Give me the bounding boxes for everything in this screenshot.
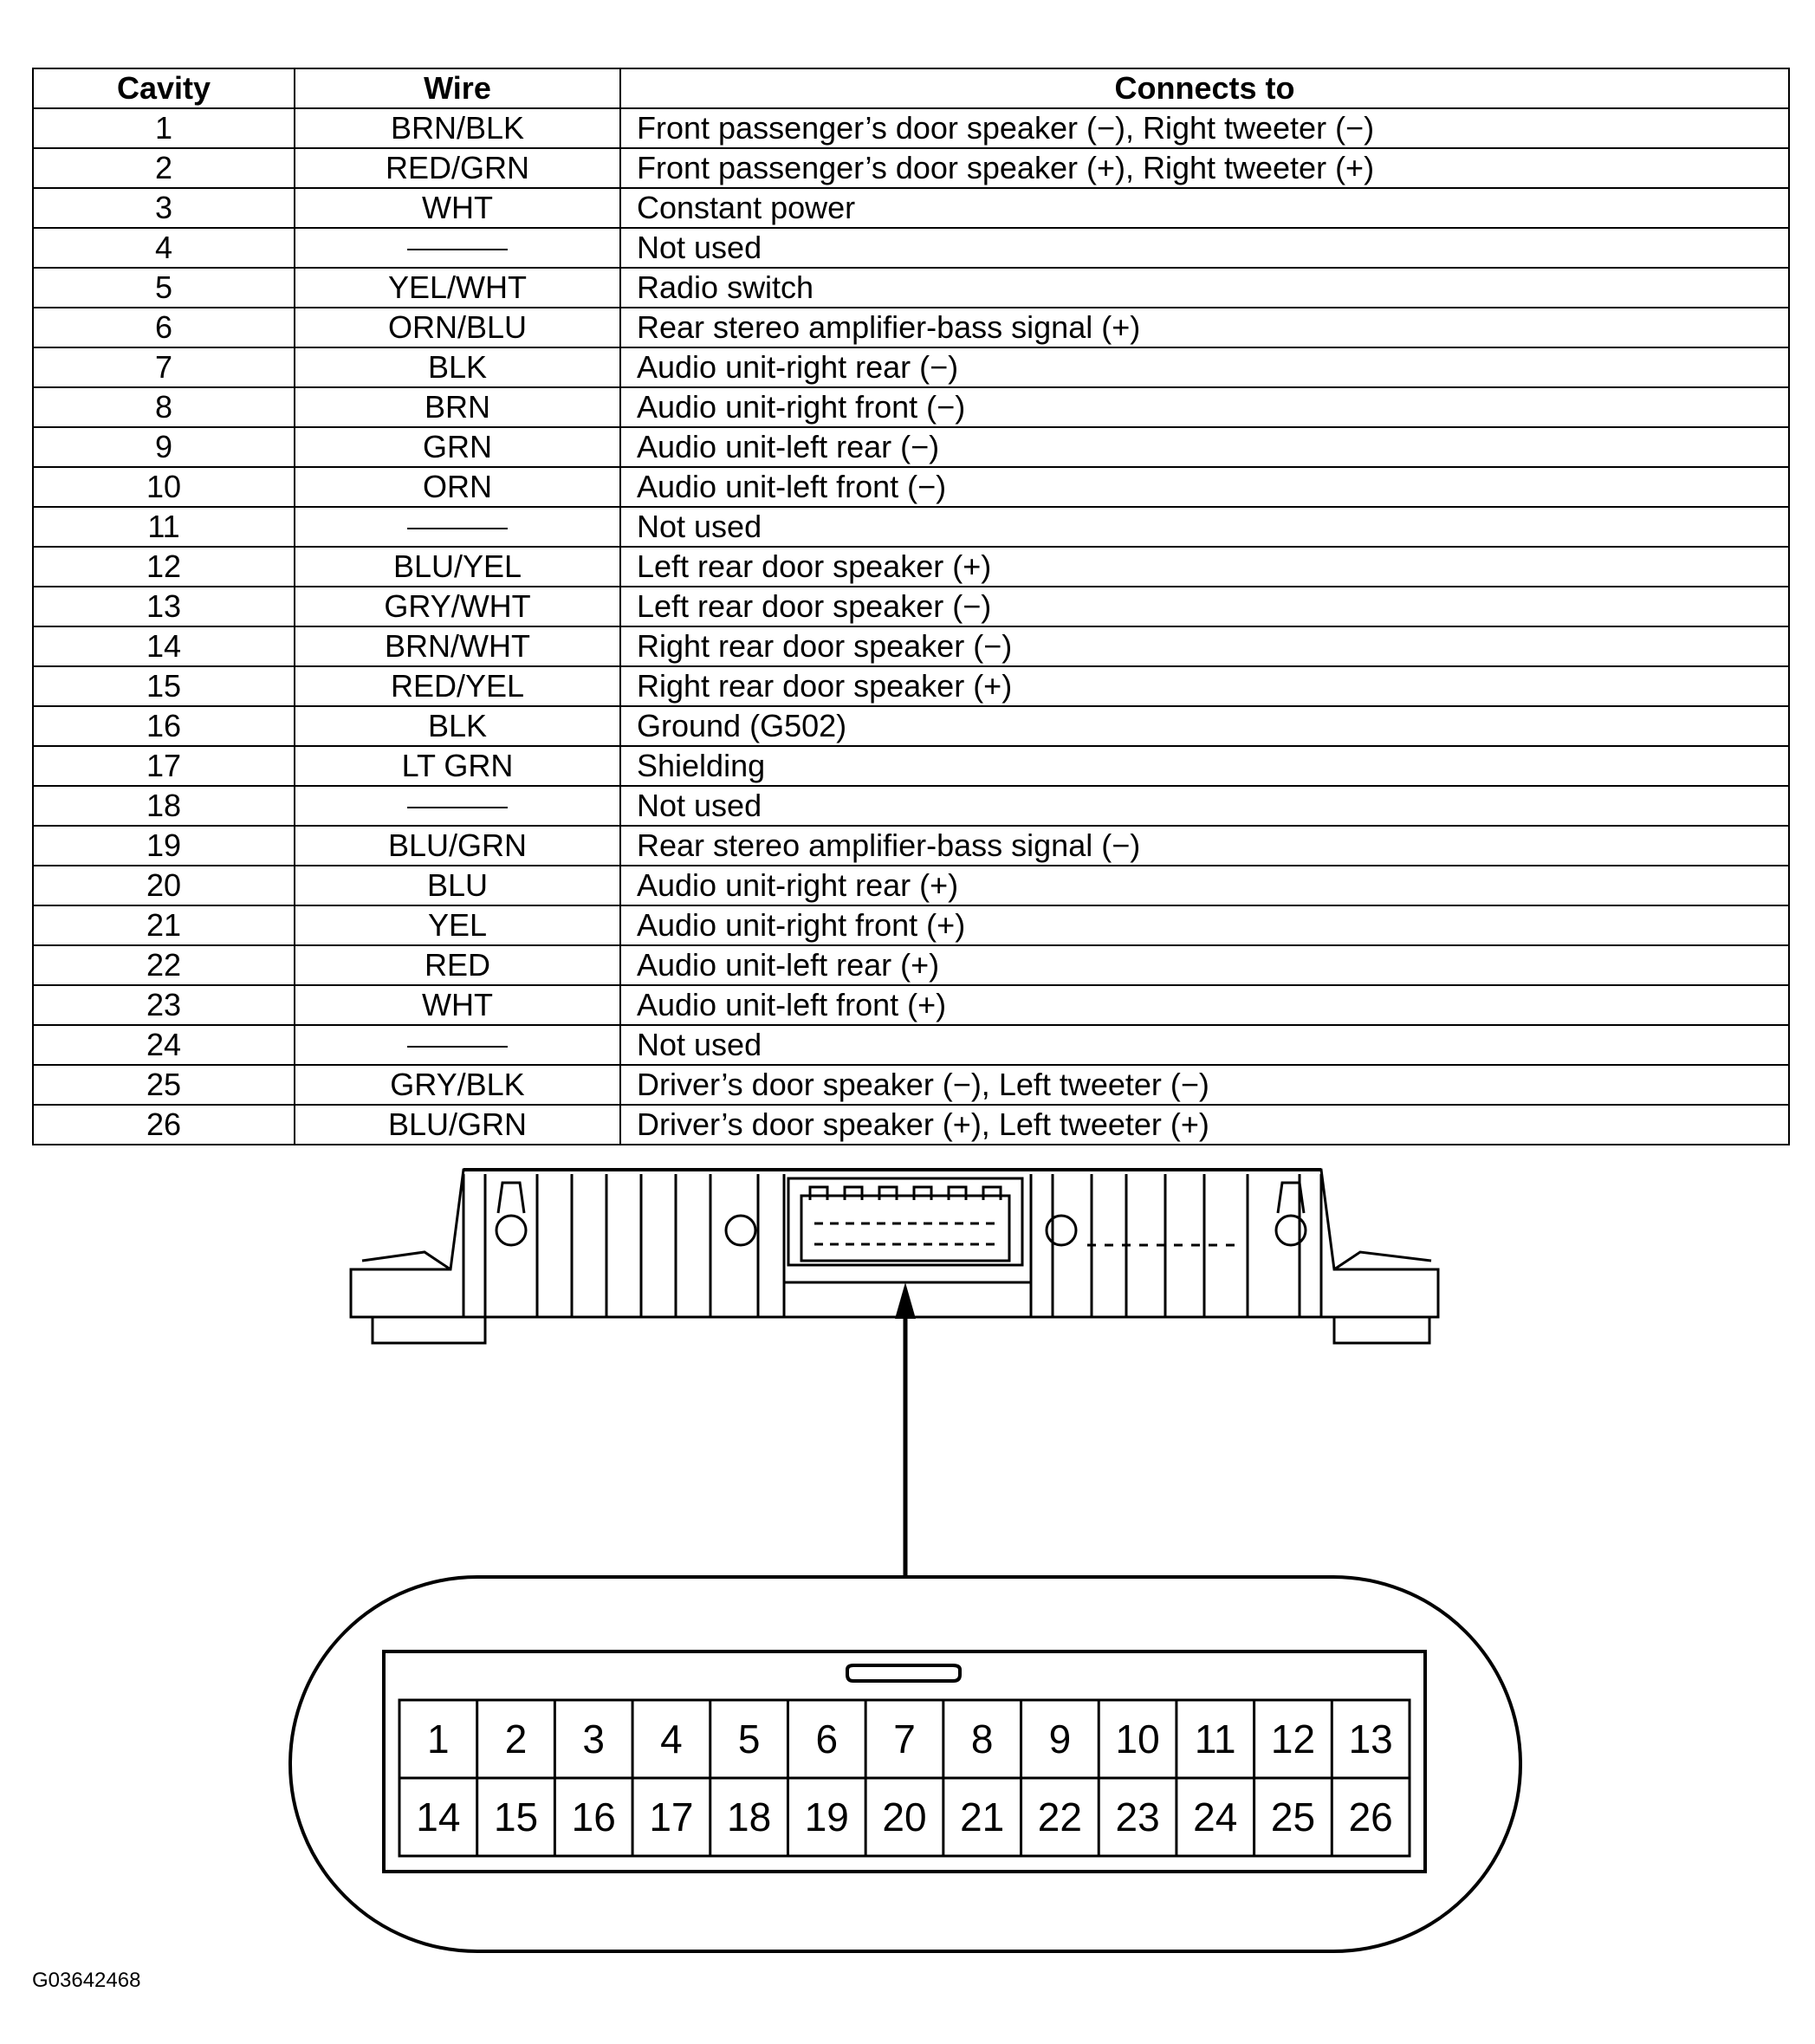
cavity-cell: 11 <box>33 507 295 547</box>
wire-cell: BLU <box>295 866 620 905</box>
cavity-cell: 22 <box>33 945 295 985</box>
wire-cell: ORN/BLU <box>295 308 620 347</box>
pin-number: 11 <box>1194 1716 1236 1762</box>
connects-to-cell: Audio unit-right front (+) <box>620 905 1789 945</box>
connects-to-cell: Not used <box>620 1025 1789 1065</box>
wire-cell: BLK <box>295 706 620 746</box>
cavity-cell: 13 <box>33 587 295 626</box>
cavity-cell: 7 <box>33 347 295 387</box>
wire-cell: BLU/YEL <box>295 547 620 587</box>
connects-to-cell: Right rear door speaker (+) <box>620 666 1789 706</box>
cavity-cell: 18 <box>33 786 295 826</box>
cavity-cell: 6 <box>33 308 295 347</box>
pin-number: 22 <box>1037 1794 1082 1840</box>
pin-number: 25 <box>1270 1794 1316 1840</box>
pin-number: 24 <box>1193 1794 1238 1840</box>
connects-to-cell: Not used <box>620 507 1789 547</box>
connects-to-cell: Left rear door speaker (+) <box>620 547 1789 587</box>
pin-number: 5 <box>737 1716 761 1762</box>
wire-cell: GRY/BLK <box>295 1065 620 1105</box>
connects-to-cell: Audio unit-right rear (−) <box>620 347 1789 387</box>
connects-to-cell: Left rear door speaker (−) <box>620 587 1789 626</box>
cavity-cell: 26 <box>33 1105 295 1145</box>
cavity-cell: 2 <box>33 148 295 188</box>
pin-number: 8 <box>970 1716 994 1762</box>
wire-cell: ORN <box>295 467 620 507</box>
pin-number: 15 <box>493 1794 539 1840</box>
wire-cell: WHT <box>295 188 620 228</box>
connects-to-cell: Not used <box>620 228 1789 268</box>
cavity-cell: 24 <box>33 1025 295 1065</box>
connects-to-cell: Audio unit-left rear (+) <box>620 945 1789 985</box>
connects-to-cell: Right rear door speaker (−) <box>620 626 1789 666</box>
cavity-cell: 9 <box>33 427 295 467</box>
cavity-cell: 4 <box>33 228 295 268</box>
wire-cell: BLU/GRN <box>295 826 620 866</box>
pin-number: 4 <box>660 1716 683 1762</box>
pin-number: 20 <box>882 1794 927 1840</box>
wire-cell: GRY/WHT <box>295 587 620 626</box>
pin-number: 21 <box>960 1794 1005 1840</box>
pin-number: 9 <box>1048 1716 1072 1762</box>
connects-to-cell: Audio unit-left front (−) <box>620 467 1789 507</box>
connects-to-cell: Shielding <box>620 746 1789 786</box>
connects-to-cell: Audio unit-right front (−) <box>620 387 1789 427</box>
pin-number: 19 <box>804 1794 849 1840</box>
pin-number: 2 <box>504 1716 528 1762</box>
pin-number: 6 <box>815 1716 839 1762</box>
cavity-cell: 19 <box>33 826 295 866</box>
pin-number: 23 <box>1115 1794 1160 1840</box>
cavity-cell: 25 <box>33 1065 295 1105</box>
pin-number: 10 <box>1115 1716 1160 1762</box>
wire-cell: BRN <box>295 387 620 427</box>
connects-to-cell: Front passenger’s door speaker (−), Right tweeter (−) <box>620 108 1789 148</box>
cavity-cell: 10 <box>33 467 295 507</box>
cavity-cell: 16 <box>33 706 295 746</box>
wire-cell: RED/YEL <box>295 666 620 706</box>
wire-cell: RED <box>295 945 620 985</box>
wire-cell: YEL/WHT <box>295 268 620 308</box>
connector-face <box>290 1577 1520 1951</box>
cavity-cell: 12 <box>33 547 295 587</box>
cavity-cell: 20 <box>33 866 295 905</box>
pin-number: 12 <box>1270 1716 1316 1762</box>
cavity-cell: 1 <box>33 108 295 148</box>
cavity-cell: 21 <box>33 905 295 945</box>
pin-number: 7 <box>893 1716 916 1762</box>
header-connects-to: Connects to <box>620 68 1789 108</box>
connects-to-cell: Front passenger’s door speaker (+), Right tweeter (+) <box>620 148 1789 188</box>
connects-to-cell: Audio unit-right rear (+) <box>620 866 1789 905</box>
pin-number: 17 <box>649 1794 694 1840</box>
header-cavity: Cavity <box>33 68 295 108</box>
cavity-cell: 23 <box>33 985 295 1025</box>
connects-to-cell: Not used <box>620 786 1789 826</box>
pin-number: 14 <box>416 1794 461 1840</box>
connects-to-cell: Audio unit-left rear (−) <box>620 427 1789 467</box>
pin-number: 13 <box>1348 1716 1393 1762</box>
connects-to-cell: Rear stereo amplifier-bass signal (−) <box>620 826 1789 866</box>
pin-number: 3 <box>582 1716 606 1762</box>
connects-to-cell: Constant power <box>620 188 1789 228</box>
connects-to-cell: Rear stereo amplifier-bass signal (+) <box>620 308 1789 347</box>
wire-cell: BLK <box>295 347 620 387</box>
connects-to-cell: Ground (G502) <box>620 706 1789 746</box>
cavity-cell: 8 <box>33 387 295 427</box>
pointer-arrow <box>895 1282 916 1577</box>
connects-to-cell: Radio switch <box>620 268 1789 308</box>
wire-cell: YEL <box>295 905 620 945</box>
wire-cell: BLU/GRN <box>295 1105 620 1145</box>
wire-cell: WHT <box>295 985 620 1025</box>
figure-id: G03642468 <box>32 1969 141 1992</box>
cavity-cell: 14 <box>33 626 295 666</box>
connects-to-cell: Driver’s door speaker (−), Left tweeter (−) <box>620 1065 1789 1105</box>
audio-unit-drawing <box>351 1170 1438 1343</box>
connects-to-cell: Driver’s door speaker (+), Left tweeter (+) <box>620 1105 1789 1145</box>
pin-number: 16 <box>571 1794 616 1840</box>
cavity-cell: 15 <box>33 666 295 706</box>
wire-cell: LT GRN <box>295 746 620 786</box>
header-wire: Wire <box>295 68 620 108</box>
wire-cell: BRN/WHT <box>295 626 620 666</box>
cavity-cell: 5 <box>33 268 295 308</box>
wire-cell: RED/GRN <box>295 148 620 188</box>
cavity-cell: 3 <box>33 188 295 228</box>
pin-number: 18 <box>727 1794 772 1840</box>
pin-number: 26 <box>1348 1794 1393 1840</box>
cavity-cell: 17 <box>33 746 295 786</box>
pin-number: 1 <box>427 1716 450 1762</box>
connects-to-cell: Audio unit-left front (+) <box>620 985 1789 1025</box>
wire-cell: GRN <box>295 427 620 467</box>
wire-cell: BRN/BLK <box>295 108 620 148</box>
